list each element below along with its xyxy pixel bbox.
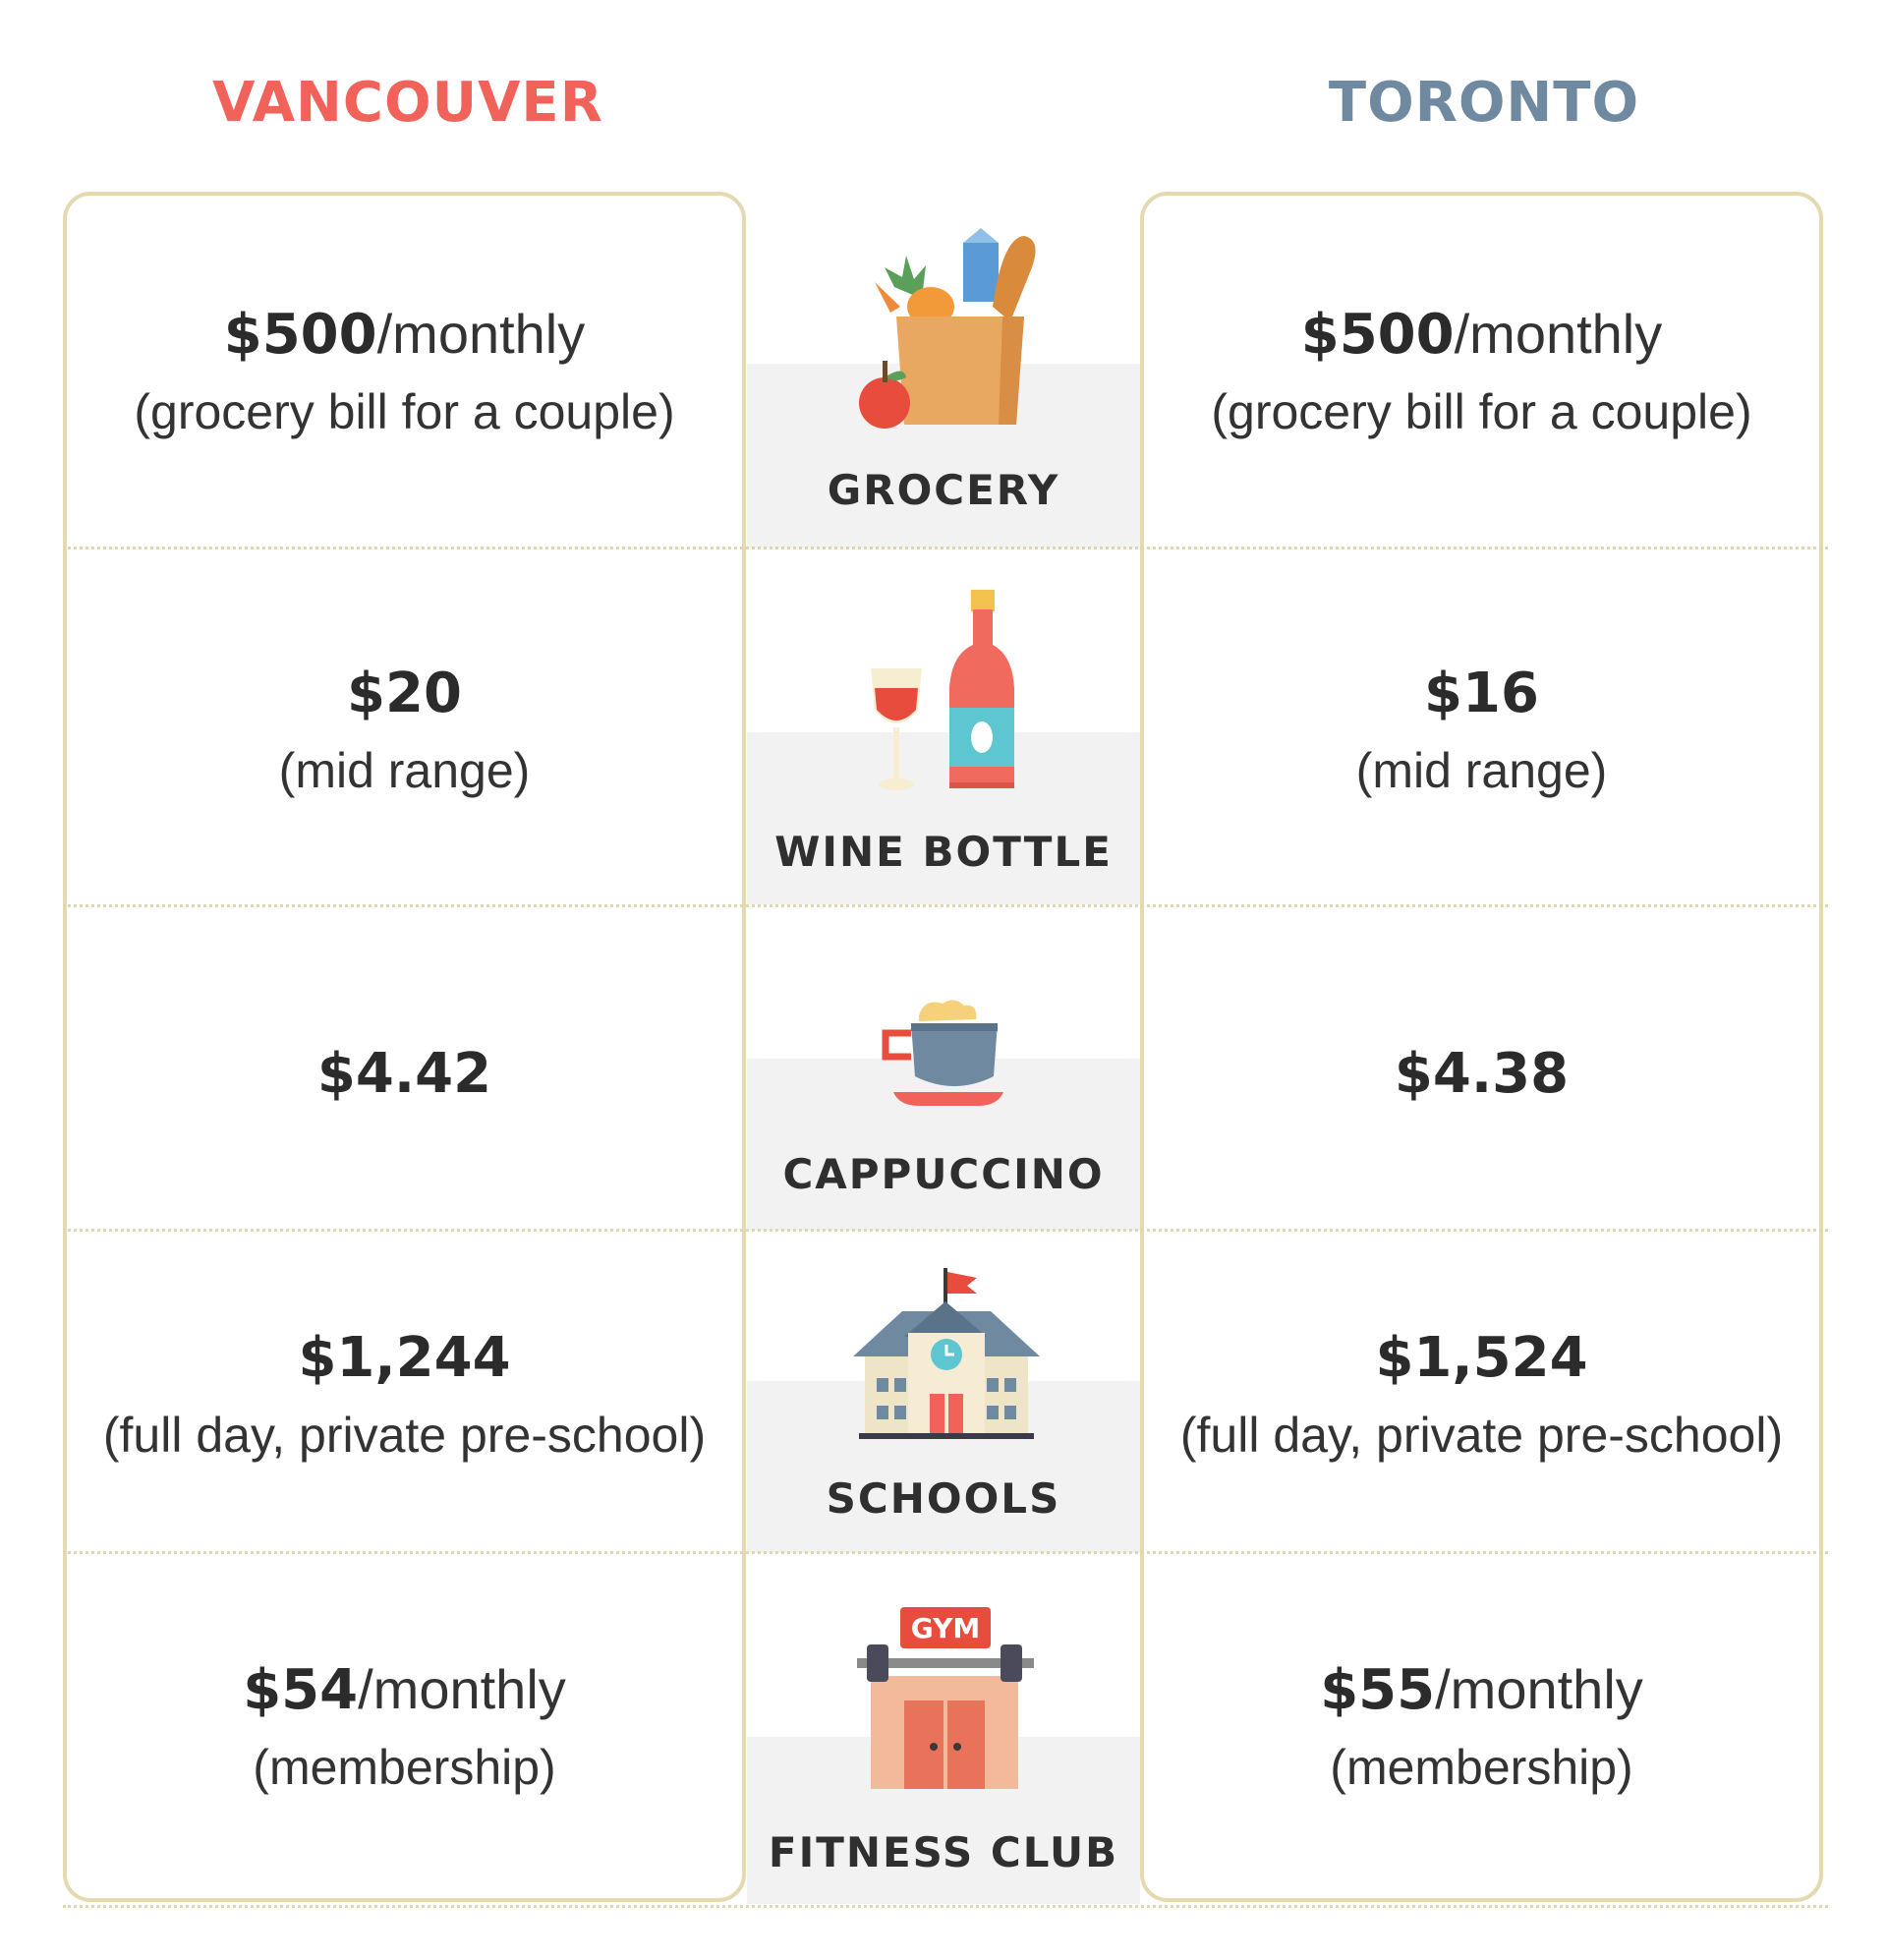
toronto-schools-note: (full day, private pre-school) <box>1179 1407 1784 1463</box>
coffee-cup-icon <box>880 998 1007 1116</box>
row-divider <box>63 1905 1828 1908</box>
toronto-grocery-unit: /monthly <box>1454 302 1663 365</box>
toronto-wine-cell <box>1144 551 1819 911</box>
toronto-fitness-price: $55 <box>1320 1657 1436 1722</box>
toronto-grocery-note: (grocery bill for a couple) <box>1211 383 1752 439</box>
toronto-schools-price: $1,524 <box>1375 1325 1588 1390</box>
gym-sign-text: GYM <box>910 1612 981 1644</box>
gym-icon <box>857 1607 1034 1789</box>
wine-label: WINE BOTTLE <box>774 828 1113 876</box>
grocery-label: GROCERY <box>827 466 1060 514</box>
vancouver-fitness-cell <box>67 1558 742 1898</box>
school-building-icon <box>853 1268 1040 1445</box>
grocery-bag-icon <box>855 228 1042 430</box>
vancouver-title: VANCOUVER <box>212 71 603 135</box>
wine-bottle-icon <box>863 590 1030 796</box>
toronto-fitness-unit: /monthly <box>1435 1657 1643 1720</box>
vancouver-fitness-unit: /monthly <box>358 1657 566 1720</box>
toronto-fitness-cell <box>1144 1558 1819 1898</box>
schools-label: SCHOOLS <box>826 1474 1061 1523</box>
vancouver-cappuccino-cell <box>67 913 742 1234</box>
vancouver-fitness-note: (membership) <box>253 1739 556 1795</box>
toronto-column <box>1140 192 1823 1902</box>
toronto-cappuccino-cell <box>1144 913 1819 1234</box>
cappuccino-label: CAPPUCCINO <box>782 1150 1105 1198</box>
vancouver-grocery-price: $500 <box>223 302 377 367</box>
toronto-wine-note: (mid range) <box>1355 742 1608 798</box>
vancouver-wine-price: $20 <box>347 661 462 725</box>
vancouver-schools-price: $1,244 <box>298 1325 511 1390</box>
toronto-wine-price: $16 <box>1424 661 1539 725</box>
row-divider <box>63 1551 1828 1554</box>
toronto-fitness-note: (membership) <box>1330 1739 1633 1795</box>
vancouver-cappuccino-price: $4.42 <box>316 1041 492 1106</box>
vancouver-column <box>63 192 746 1902</box>
row-divider <box>63 904 1828 907</box>
vancouver-schools-cell <box>67 1236 742 1556</box>
row-divider <box>63 1229 1828 1232</box>
toronto-grocery-cell <box>1144 196 1819 549</box>
vancouver-grocery-cell <box>67 196 742 549</box>
vancouver-wine-note: (mid range) <box>278 742 531 798</box>
toronto-grocery-price: $500 <box>1300 302 1455 367</box>
vancouver-grocery-unit: /monthly <box>376 302 586 365</box>
toronto-cappuccino-price: $4.38 <box>1394 1041 1570 1106</box>
vancouver-grocery-note: (grocery bill for a couple) <box>134 383 675 439</box>
vancouver-fitness-price: $54 <box>243 1657 359 1722</box>
toronto-schools-cell <box>1144 1236 1819 1556</box>
vancouver-wine-cell <box>67 551 742 911</box>
vancouver-schools-note: (full day, private pre-school) <box>102 1407 707 1463</box>
row-divider <box>63 547 1828 549</box>
toronto-title: TORONTO <box>1328 71 1640 135</box>
fitness-label: FITNESS CLUB <box>768 1828 1119 1876</box>
